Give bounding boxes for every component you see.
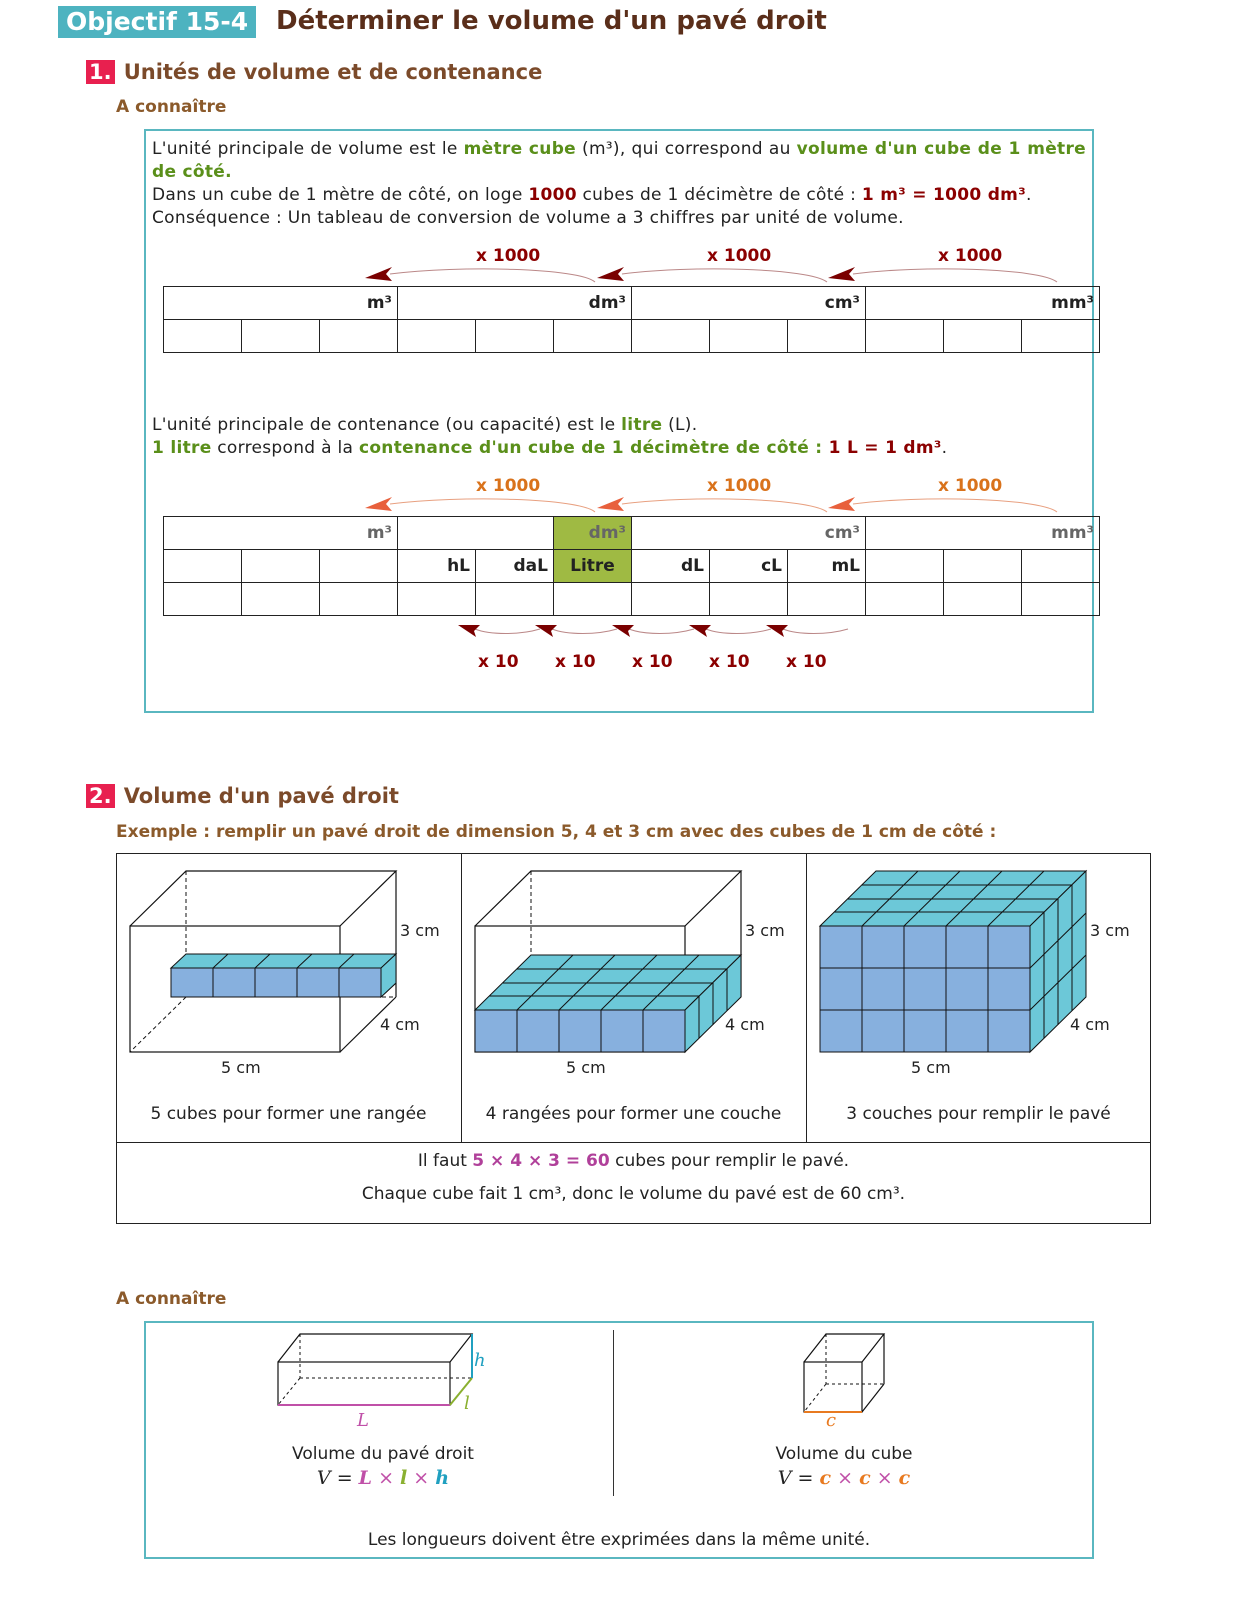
table-cell <box>1022 550 1100 583</box>
unit-cm3: cm³ <box>632 517 866 550</box>
table-cell <box>398 583 476 616</box>
pave-label: Volume du pavé droit <box>292 1444 474 1464</box>
text: 1 litre <box>152 438 212 458</box>
table-cell <box>398 320 476 353</box>
know-label: A connaître <box>116 97 227 117</box>
multiplier-label: x 1000 <box>707 476 772 496</box>
unit-cm3: cm³ <box>632 287 866 320</box>
text: volume d'un cube de 1 mètre de côté. <box>152 139 1086 182</box>
table-cell <box>242 550 320 583</box>
multiplier-label: x 1000 <box>476 246 541 266</box>
table-cell <box>320 320 398 353</box>
caption-layer: 4 rangées pour former une couche <box>485 1104 782 1124</box>
table-cell <box>632 320 710 353</box>
text: 1 m³ = 1000 dm³ <box>861 185 1026 205</box>
table-cell <box>788 320 866 353</box>
table-cell <box>710 320 788 353</box>
multiplier-label: x 1000 <box>707 246 772 266</box>
label-l: l <box>464 1393 470 1414</box>
unit-m3: m³ <box>164 287 398 320</box>
text: 1000 <box>528 185 577 205</box>
paragraph-litre <box>152 414 697 437</box>
text: mètre cube <box>463 139 577 159</box>
table-cell <box>866 550 944 583</box>
capacity-conversion-table <box>163 516 1100 616</box>
table-cell <box>1022 320 1100 353</box>
dim-width: 4 cm <box>725 1015 765 1034</box>
dim-height: 3 cm <box>745 921 785 940</box>
text: cubes de 1 décimètre de côté : <box>576 185 862 205</box>
x10-label: x 10 <box>786 652 827 672</box>
multiplier-label: x 1000 <box>938 476 1003 496</box>
unit-mm3: mm³ <box>866 517 1100 550</box>
text: contenance d'un cube de 1 décimètre de côté : <box>358 438 829 458</box>
paragraph-consequence: Conséquence : Un tableau de conversion de volume a 3 chiffres par unité de volume. <box>152 208 904 228</box>
divider <box>116 1142 1151 1143</box>
page-title: Déterminer le volume d'un pavé droit <box>276 6 827 36</box>
multiplier-label: x 1000 <box>938 246 1003 266</box>
table-cell <box>632 583 710 616</box>
table-cell <box>164 320 242 353</box>
volume-conversion-table <box>163 286 1100 353</box>
text: c <box>859 1467 871 1489</box>
text: V <box>316 1467 331 1489</box>
unit-hl: hL <box>398 550 476 583</box>
paragraph-volume-unit <box>152 138 1086 184</box>
dim-width: 4 cm <box>380 1015 420 1034</box>
result-line-1 <box>116 1151 1151 1171</box>
result-line-2: Chaque cube fait 1 cm³, donc le volume du pavé est de 60 cm³. <box>361 1184 906 1204</box>
table-cell <box>476 320 554 353</box>
section-2-heading <box>86 783 399 809</box>
table-cell <box>944 320 1022 353</box>
unit-m3: m³ <box>164 517 398 550</box>
example-label: Exemple : remplir un pavé droit de dimension 5, 4 et 3 cm avec des cubes de 1 cm de côté : <box>116 822 997 842</box>
text: × <box>413 1467 430 1489</box>
x10-arrows <box>450 617 860 643</box>
unit-dl: dL <box>632 550 710 583</box>
text: (m³), qui correspond au <box>576 139 797 159</box>
dim-height: 3 cm <box>1090 921 1130 940</box>
label-c: c <box>826 1410 837 1431</box>
unit-litre: Litre <box>554 550 632 583</box>
table-cell <box>788 583 866 616</box>
table-cell <box>320 583 398 616</box>
paragraph-litre-def: 1 litre correspond à la contenance d'un cube de 1 décimètre de côté : 1 L = 1 dm³. <box>152 438 948 458</box>
unit-ml: mL <box>788 550 866 583</box>
table-cell <box>554 320 632 353</box>
text: = <box>797 1467 814 1489</box>
text: l <box>400 1467 408 1489</box>
table-cell <box>476 583 554 616</box>
text: L'unité principale de contenance (ou capacité) est le <box>152 415 622 435</box>
text: × <box>876 1467 893 1489</box>
section-title: Volume d'un pavé droit <box>123 784 399 808</box>
x10-label: x 10 <box>478 652 519 672</box>
text: V <box>777 1467 792 1489</box>
pave-figure <box>270 1328 500 1438</box>
table-cell <box>944 583 1022 616</box>
objective-badge: Objectif 15-4 <box>58 6 256 38</box>
divider <box>613 1330 614 1496</box>
cube-label: Volume du cube <box>775 1444 913 1464</box>
table-cell <box>710 583 788 616</box>
text: litre <box>621 415 663 435</box>
table-cell <box>1022 583 1100 616</box>
section-1-heading <box>86 59 542 85</box>
table-cell <box>242 583 320 616</box>
table-cell <box>866 320 944 353</box>
dim-length: 5 cm <box>911 1058 951 1077</box>
x10-label: x 10 <box>709 652 750 672</box>
x10-label: x 10 <box>555 652 596 672</box>
table-cell <box>320 550 398 583</box>
table-cell <box>554 583 632 616</box>
computation: 5 × 4 × 3 = 60 <box>472 1151 610 1171</box>
text: c <box>819 1467 832 1489</box>
text: L <box>358 1467 373 1489</box>
unit-cl: cL <box>710 550 788 583</box>
text: × <box>837 1467 854 1489</box>
label-L: L <box>357 1410 369 1431</box>
unit-note: Les longueurs doivent être exprimées dans la même unité. <box>367 1530 871 1550</box>
table-cell <box>164 583 242 616</box>
dim-length: 5 cm <box>221 1058 261 1077</box>
section-number: 1. <box>86 60 115 84</box>
text: L'unité principale de volume est le <box>152 139 464 159</box>
table-cell <box>866 583 944 616</box>
text: 1 L = 1 dm³ <box>828 438 942 458</box>
paragraph-cube: Dans un cube de 1 mètre de côté, on loge 1000 cubes de 1 décimètre de côté : 1 m³ = 1000 dm³. <box>152 185 1032 205</box>
unit-mm3: mm³ <box>866 287 1100 320</box>
cube-formula <box>700 1467 988 1489</box>
unit-dm3: dm³ <box>554 517 632 550</box>
section-number: 2. <box>86 784 115 808</box>
dim-width: 4 cm <box>1070 1015 1110 1034</box>
cube-figure <box>798 1328 898 1418</box>
text: Dans un cube de 1 mètre de côté, on loge <box>152 185 529 205</box>
unit-dm3: dm³ <box>398 287 632 320</box>
pave-formula <box>230 1467 536 1489</box>
table-cell <box>944 550 1022 583</box>
text: h <box>435 1467 450 1489</box>
text: Il faut <box>417 1151 473 1171</box>
text: c <box>898 1467 911 1489</box>
know-label: A connaître <box>116 1289 227 1309</box>
dim-height: 3 cm <box>400 921 440 940</box>
caption-row: 5 cubes pour former une rangée <box>150 1104 427 1124</box>
table-cell <box>398 517 554 550</box>
text: (L). <box>662 415 698 435</box>
section-title: Unités de volume et de contenance <box>123 60 543 84</box>
table-cell <box>242 320 320 353</box>
text: × <box>378 1467 394 1489</box>
text: correspond à la <box>211 438 359 458</box>
text: cubes pour remplir le pavé. <box>609 1151 850 1171</box>
label-h: h <box>474 1350 486 1371</box>
caption-full: 3 couches pour remplir le pavé <box>846 1104 1111 1124</box>
multiplier-label: x 1000 <box>476 476 541 496</box>
x10-label: x 10 <box>632 652 673 672</box>
table-cell <box>164 550 242 583</box>
unit-dal: daL <box>476 550 554 583</box>
dim-length: 5 cm <box>566 1058 606 1077</box>
text: = <box>336 1467 353 1489</box>
